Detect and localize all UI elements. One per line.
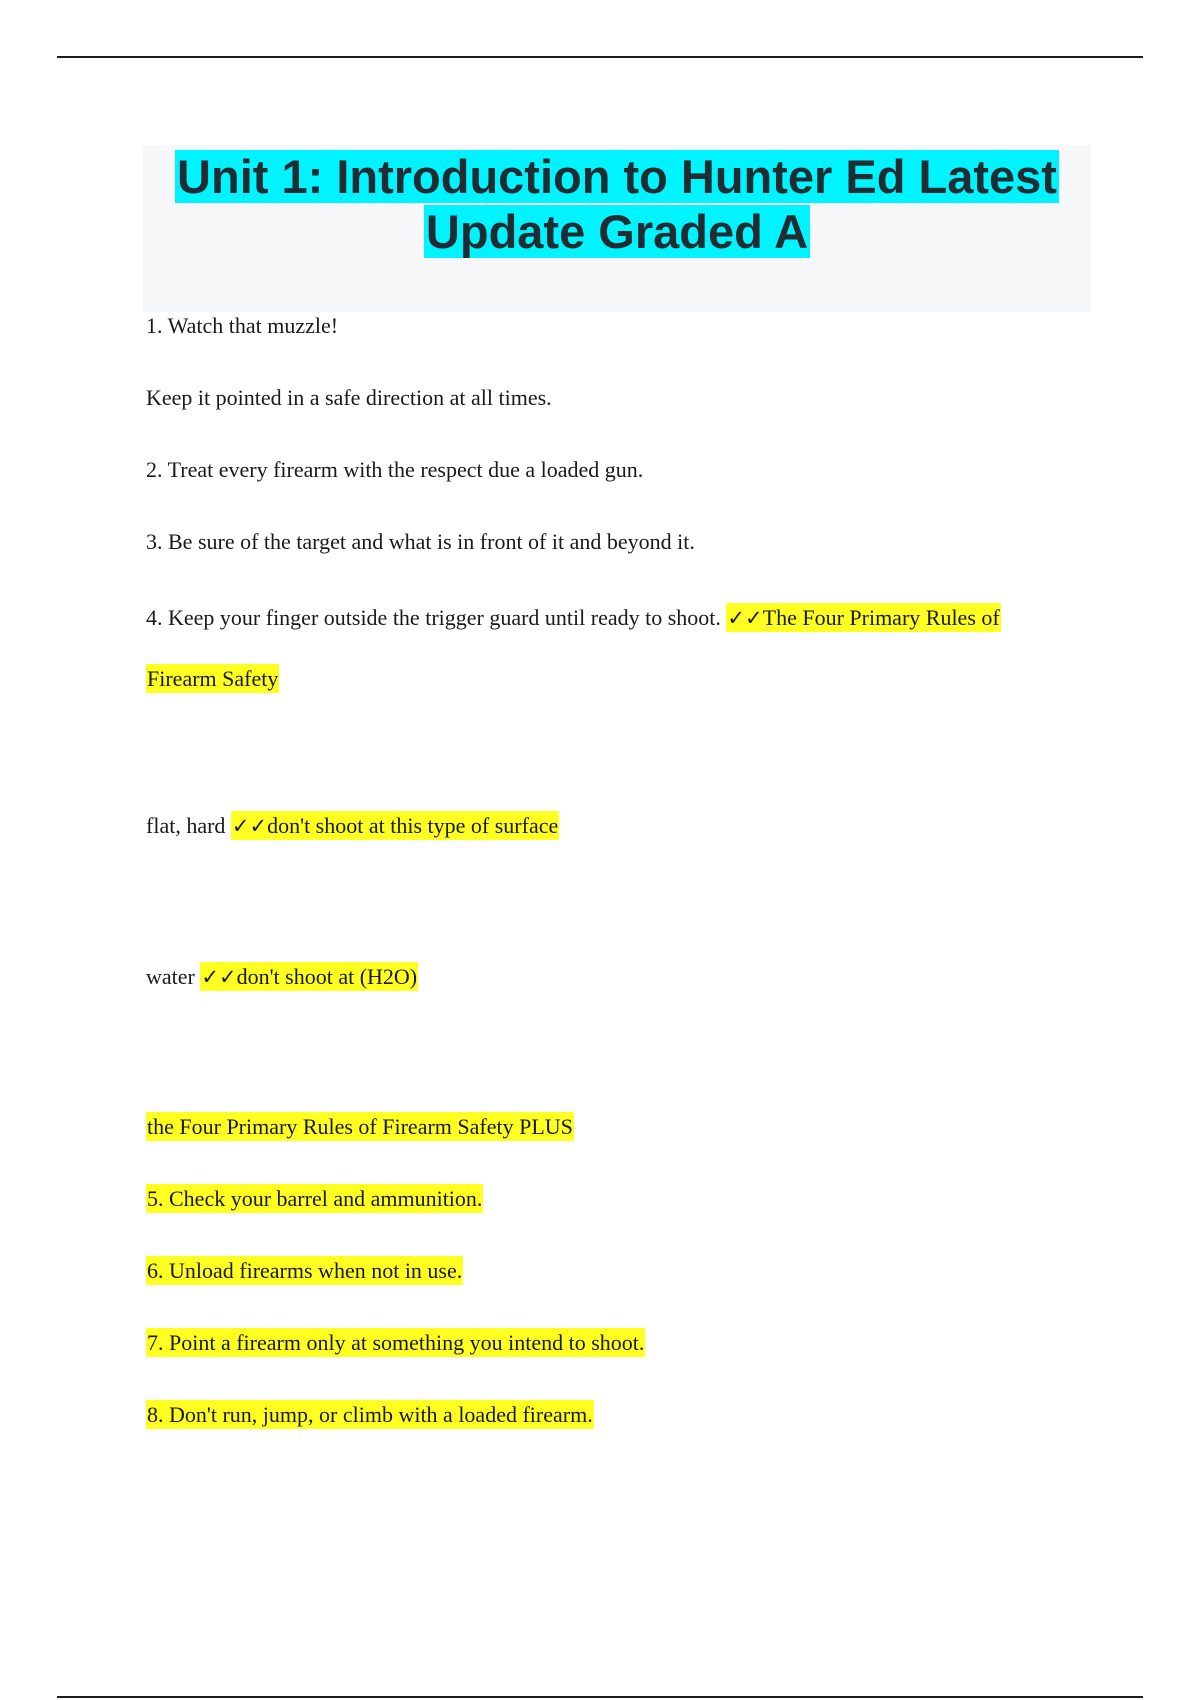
rule-4-text: 4. Keep your finger outside the trigger guard until ready to shoot. bbox=[146, 605, 721, 630]
rule-2 bbox=[146, 455, 643, 485]
term-water bbox=[146, 962, 418, 992]
rule-3-text: 3. Be sure of the target and what is in front of it and beyond it. bbox=[146, 529, 695, 554]
title-line-2: Update Graded A bbox=[425, 205, 809, 258]
term-water-text: water bbox=[146, 964, 195, 989]
rule-8 bbox=[146, 1400, 594, 1430]
rule-4-answer-text-2: Firearm Safety bbox=[147, 666, 279, 691]
title-banner bbox=[143, 145, 1091, 312]
rule-1-text: 1. Watch that muzzle! bbox=[146, 313, 339, 338]
rule-5-text: 5. Check your barrel and ammunition. bbox=[147, 1186, 483, 1211]
double-check-icon: ✓✓ bbox=[231, 814, 268, 838]
plus-heading-text: the Four Primary Rules of Firearm Safety PLUS bbox=[147, 1114, 573, 1139]
plus-heading bbox=[146, 1112, 574, 1142]
term-water-answer bbox=[200, 962, 418, 991]
rule-4 bbox=[146, 603, 1001, 633]
term-flat-hard-answer bbox=[231, 811, 559, 840]
double-check-icon: ✓✓ bbox=[727, 606, 763, 630]
rule-4-answer bbox=[726, 603, 1000, 632]
rule-3 bbox=[146, 527, 695, 557]
term-water-answer-text: don't shoot at (H2O) bbox=[236, 964, 418, 989]
rule-2-text: 2. Treat every firearm with the respect due a loaded gun. bbox=[146, 457, 644, 482]
rule-7 bbox=[146, 1328, 645, 1358]
rule-5 bbox=[146, 1184, 483, 1214]
rule-6-text: 6. Unload firearms when not in use. bbox=[147, 1258, 463, 1283]
term-flat-hard-answer-text: don't shoot at this type of surface bbox=[267, 813, 559, 838]
rule-4-answer-continued bbox=[146, 664, 279, 694]
double-check-icon: ✓✓ bbox=[201, 965, 237, 989]
page-title bbox=[143, 145, 1091, 259]
rule-7-text: 7. Point a firearm only at something you intend to shoot. bbox=[147, 1330, 645, 1355]
term-flat-hard bbox=[146, 811, 559, 841]
rule-1-detail-text: Keep it pointed in a safe direction at all times. bbox=[146, 385, 552, 410]
rule-1-detail bbox=[146, 383, 552, 413]
top-rule bbox=[57, 56, 1143, 58]
rule-1 bbox=[146, 311, 338, 341]
term-flat-hard-text: flat, hard bbox=[146, 813, 226, 838]
title-line-1: Unit 1: Introduction to Hunter Ed Latest bbox=[177, 150, 1057, 203]
rule-6 bbox=[146, 1256, 463, 1286]
rule-8-text: 8. Don't run, jump, or climb with a loaded firearm. bbox=[147, 1402, 593, 1427]
bottom-rule bbox=[57, 1696, 1143, 1698]
rule-4-answer-text: The Four Primary Rules of bbox=[762, 605, 1000, 630]
